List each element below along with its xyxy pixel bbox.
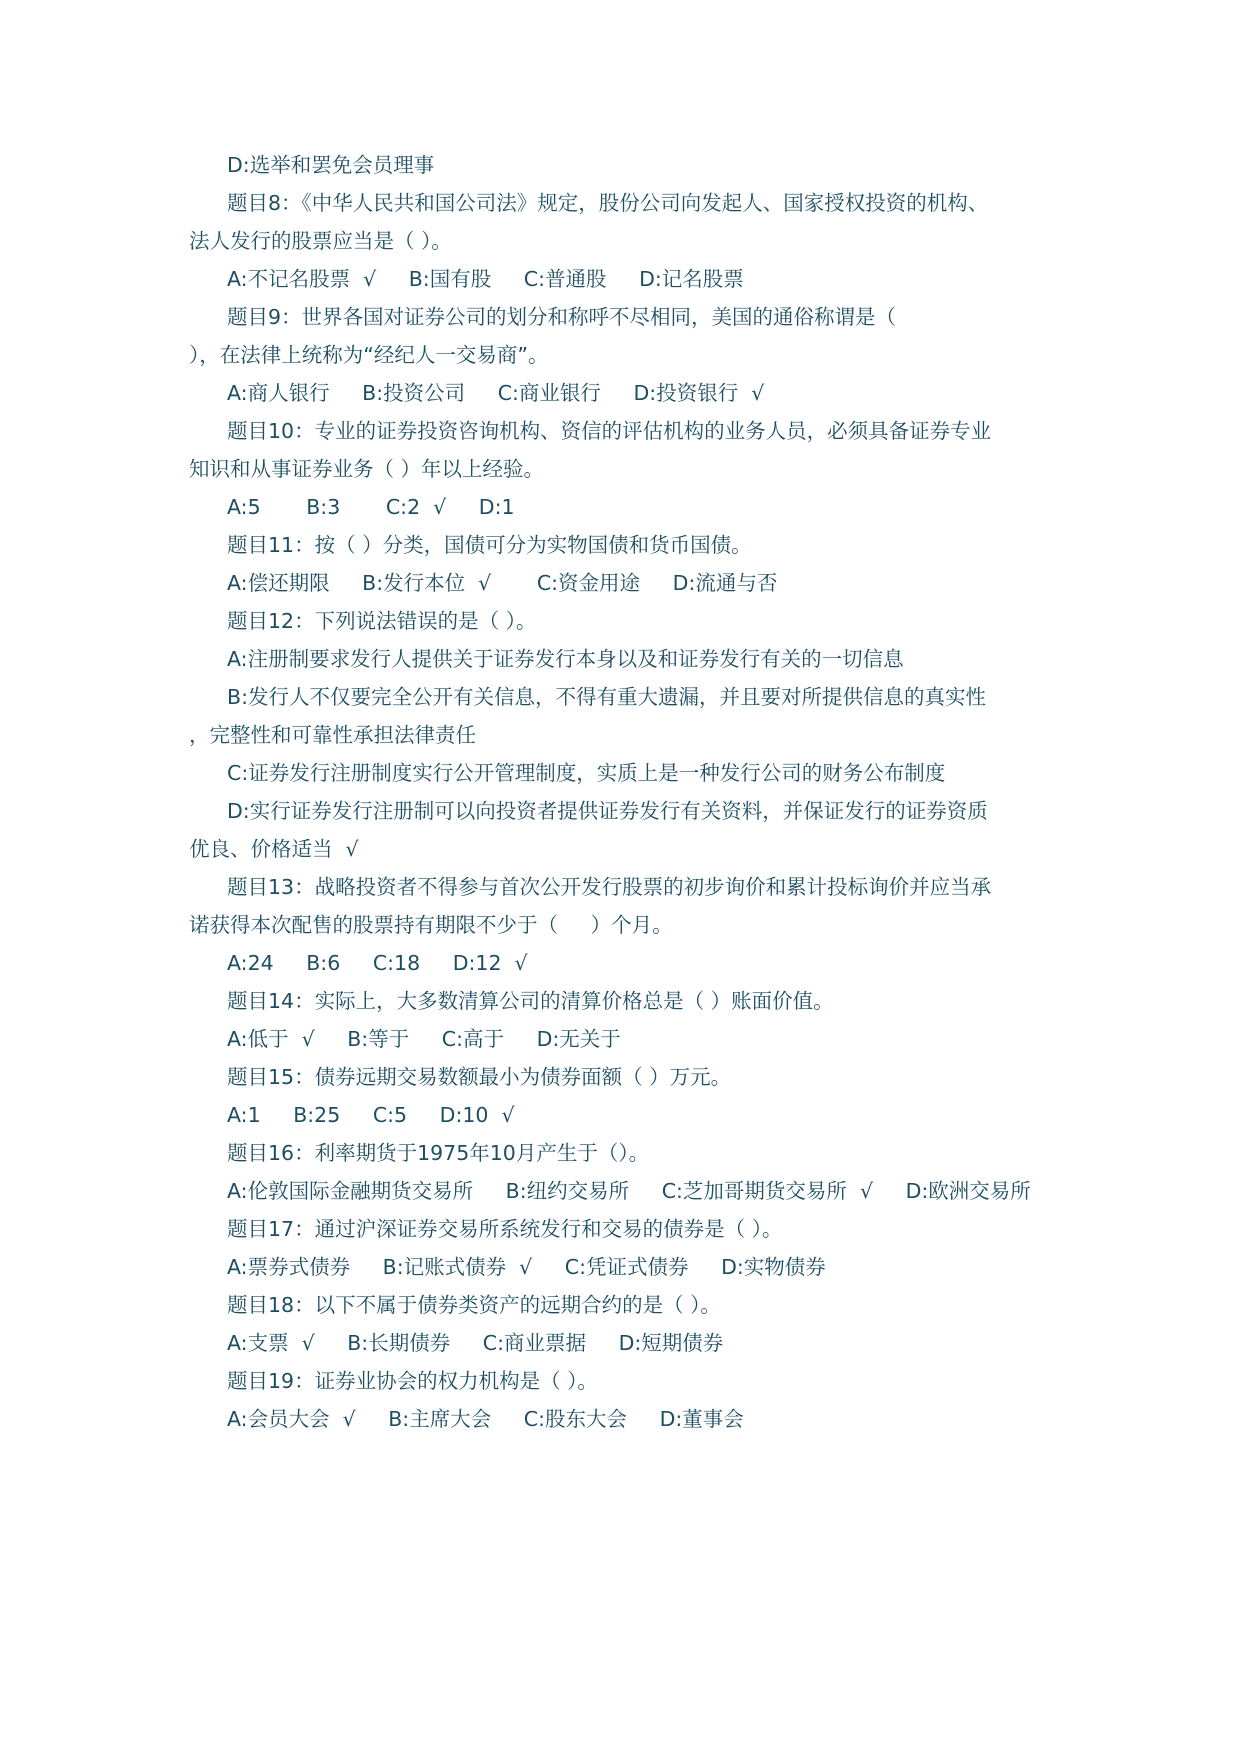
question-line: 题目17：通过沪深证券交易所系统发行和交易的债券是（ ）。 (227, 1217, 783, 1241)
question-line: 题目19：证券业协会的权力机构是（ ）。 (227, 1369, 598, 1393)
option-line: A:24 B:6 C:18 D:12 √ (227, 951, 528, 975)
question-line: 题目8：《中华人民共和国公司法》规定，股份公司向发起人、国家授权投资的机构、 (227, 191, 989, 215)
option-line: D:实行证券发行注册制可以向投资者提供证券发行有关资料，并保证发行的证券资质 (227, 799, 988, 823)
question-line: 题目10：专业的证券投资咨询机构、资信的评估机构的业务人员，必须具备证券专业 (227, 419, 992, 443)
question-line-continued: 法人发行的股票应当是（ ）。 (189, 229, 452, 253)
option-line-continued: 优良、价格适当 √ (189, 837, 359, 861)
question-line-continued: 诺获得本次配售的股票持有期限不少于（ ）个月。 (189, 913, 673, 937)
option-line-continued: ，完整性和可靠性承担法律责任 (189, 723, 476, 747)
option-line: A:商人银行 B:投资公司 C:商业银行 D:投资银行 √ (227, 381, 765, 405)
option-line: D:选举和罢免会员理事 (227, 153, 435, 177)
option-line: A:低于 √ B:等于 C:高于 D:无关于 (227, 1027, 621, 1051)
question-line: 题目14：实际上，大多数清算公司的清算价格总是（ ）账面价值。 (227, 989, 834, 1013)
option-line: A:偿还期限 B:发行本位 √ C:资金用途 D:流通与否 (227, 571, 778, 595)
question-line: 题目15：债券远期交易数额最小为债券面额（ ）万元。 (227, 1065, 732, 1089)
option-line: A:1 B:25 C:5 D:10 √ (227, 1103, 515, 1127)
question-line: 题目11：按（ ）分类，国债可分为实物国债和货币国债。 (227, 533, 752, 557)
question-line: 题目9：世界各国对证券公司的划分和称呼不尽相同，美国的通俗称谓是（ (227, 305, 897, 329)
option-line: A:不记名股票 √ B:国有股 C:普通股 D:记名股票 (227, 267, 744, 291)
question-line: 题目12：下列说法错误的是（ ）。 (227, 609, 537, 633)
option-line: A:5 B:3 C:2 √ D:1 (227, 495, 515, 519)
option-line: A:支票 √ B:长期债券 C:商业票据 D:短期债券 (227, 1331, 724, 1355)
option-line: A:票券式债券 B:记账式债券 √ C:凭证式债券 D:实物债券 (227, 1255, 826, 1279)
question-line: 题目18：以下不属于债券类资产的远期合约的是（ ）。 (227, 1293, 721, 1317)
option-line: A:伦敦国际金融期货交易所 B:纽约交易所 C:芝加哥期货交易所 √ D:欧洲交易所 (227, 1179, 1031, 1203)
option-line: C:证券发行注册制度实行公开管理制度，实质上是一种发行公司的财务公布制度 (227, 761, 946, 785)
question-line: 题目13：战略投资者不得参与首次公开发行股票的初步询价和累计投标询价并应当承 (227, 875, 992, 899)
option-line: A:注册制要求发行人提供关于证券发行本身以及和证券发行有关的一切信息 (227, 647, 904, 671)
question-line-continued: 知识和从事证券业务（ ）年以上经验。 (189, 457, 545, 481)
option-line: B:发行人不仅要完全公开有关信息，不得有重大遗漏，并且要对所提供信息的真实性 (227, 685, 986, 709)
option-line: A:会员大会 √ B:主席大会 C:股东大会 D:董事会 (227, 1407, 744, 1431)
question-line: 题目16：利率期货于1975年10月产生于（）。 (227, 1141, 650, 1165)
question-line-continued: ），在法律上统称为“经纪人一交易商”。 (189, 343, 549, 367)
